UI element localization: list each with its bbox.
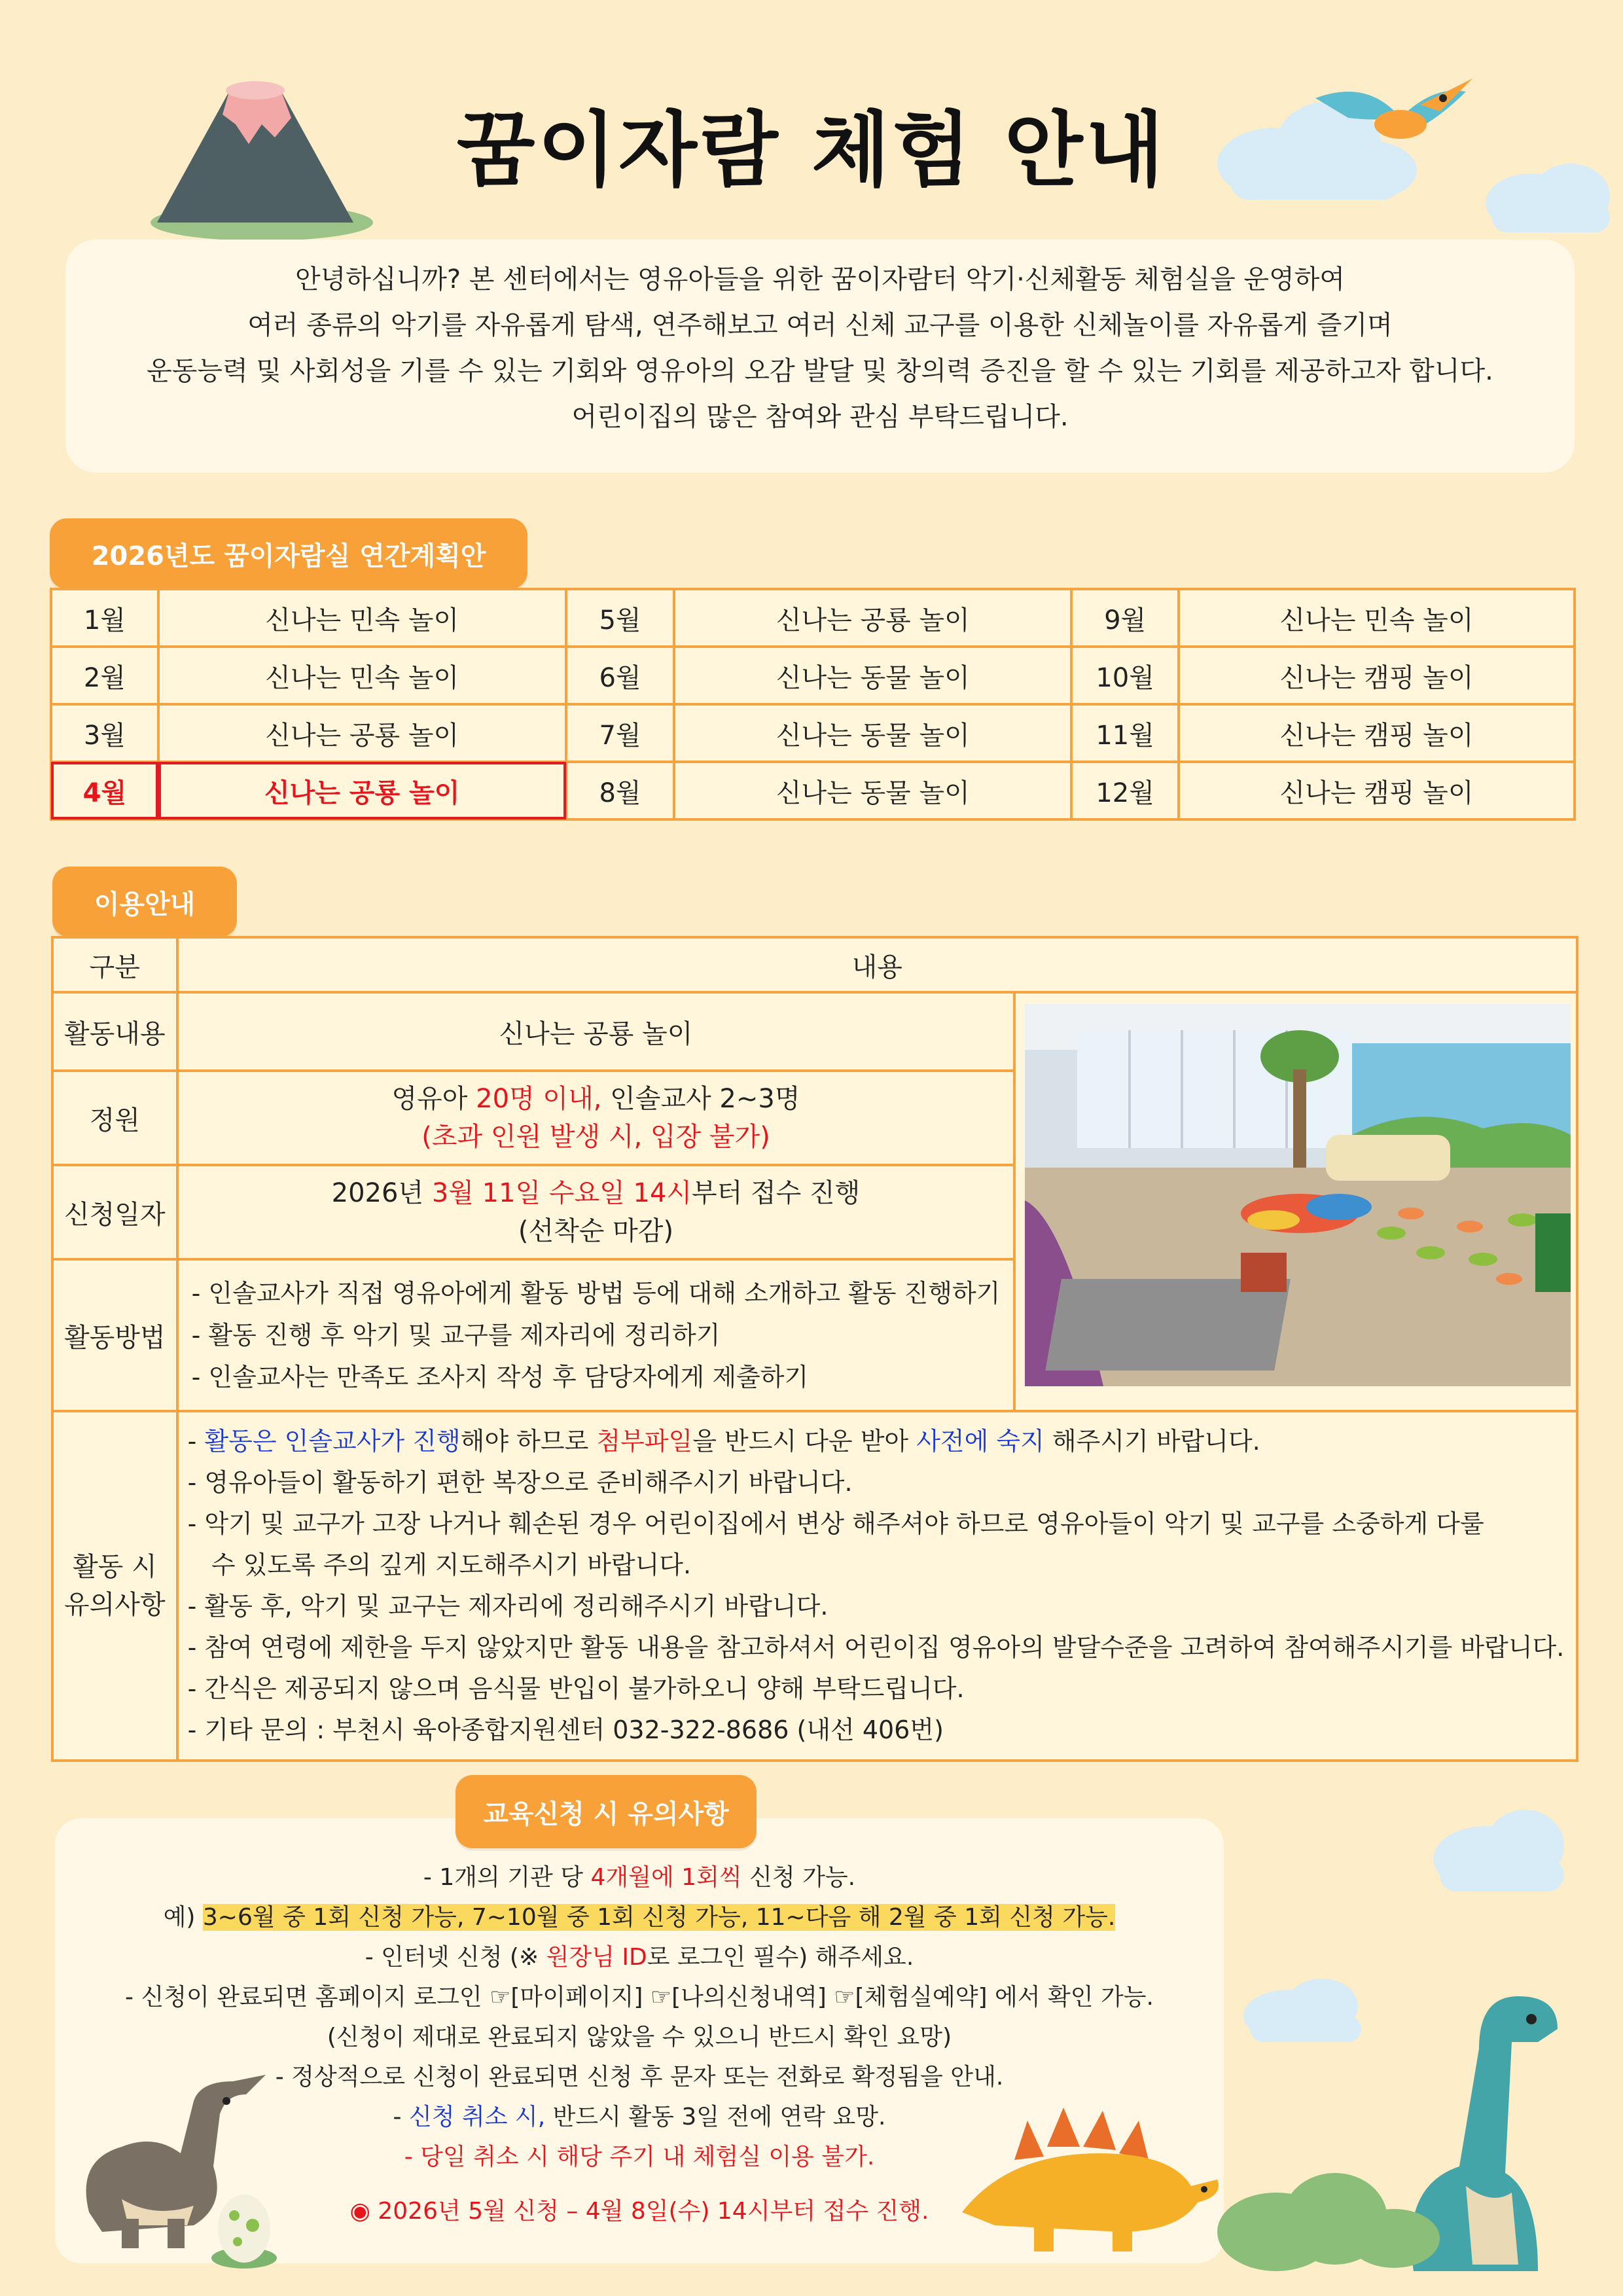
col-content-header: 내용 bbox=[177, 937, 1577, 992]
plan-month: 2월 bbox=[51, 647, 158, 704]
plan-activity: 신나는 민속 놀이 bbox=[158, 647, 566, 704]
activity-label: 활동내용 bbox=[52, 992, 177, 1071]
table-row bbox=[51, 647, 1575, 704]
table-row bbox=[52, 1411, 1577, 1761]
table-row bbox=[51, 762, 1575, 819]
plan-activity: 신나는 동물 놀이 bbox=[674, 704, 1071, 762]
plan-heading: 2026년도 꿈이자람실 연간계획안 bbox=[50, 518, 527, 589]
plan-month: 1월 bbox=[51, 589, 158, 647]
plan-month: 9월 bbox=[1071, 589, 1179, 647]
cloud-icon bbox=[1427, 1806, 1571, 1898]
plan-month: 11월 bbox=[1071, 704, 1179, 762]
notes-label: 활동 시 유의사항 bbox=[52, 1411, 177, 1761]
activity-value: 신나는 공룡 놀이 bbox=[177, 992, 1015, 1071]
classroom-photo bbox=[1025, 1004, 1571, 1386]
apply-date-label: 신청일자 bbox=[52, 1165, 177, 1259]
capacity-value: 영유아 20명 이내, 인솔교사 2~3명 (초과 인원 발생 시, 입장 불가) bbox=[177, 1071, 1015, 1165]
plan-month: 7월 bbox=[566, 704, 675, 762]
table-row bbox=[51, 704, 1575, 762]
plan-table bbox=[50, 588, 1576, 821]
method-label: 활동방법 bbox=[52, 1259, 177, 1411]
dino-egg-icon bbox=[208, 2186, 280, 2271]
apply-notes-heading: 교육신청 시 유의사항 bbox=[455, 1775, 757, 1848]
plan-activity-current: 신나는 공룡 놀이 bbox=[158, 762, 566, 819]
intro-line: 운동능력 및 사회성을 기를 수 있는 기회와 영유아의 오감 발달 및 창의력 증진을 할 수 있는 기회를 제공하고자 합니다. bbox=[147, 356, 1493, 386]
plan-month: 12월 bbox=[1071, 762, 1179, 819]
plan-activity: 신나는 공룡 놀이 bbox=[674, 589, 1071, 647]
cloud-icon bbox=[1237, 1977, 1368, 2049]
method-value: - 인솔교사가 직접 영유아에게 활동 방법 등에 대해 소개하고 활동 진행하기 - 활동 진행 후 악기 및 교구를 제자리에 정리하기 - 인솔교사는 만족도 조사지 작성 후 담당자에게 제출하기 bbox=[177, 1259, 1015, 1411]
apply-notes-text: - 1개의 기관 당 4개월에 1회씩 신청 가능. 예) 3~6월 중 1회 신청 가능, 7~10월 중 1회 신청 가능, 11~다음 해 2월 중 1회 신청 가능. - 인터넷 신청 (※ 원장님 ID로 로그인 필수) 해주세요. - 신청이 완료되면 홈페이지 로그인 ☞[마이페이지] ☞[나의신청내역] ☞[체험실예약] 에서 확인 가능. (신청이 제대로 완료되지 않았을 수 있으니 반드시 확인 요망) - 정상적으로 신청이 완료되면 신청 후 문자 또는 전화로 확정됨을 안내. - 신청 취소 시, 반드시 활동 3일 전에 연락 요망. - 당일 취소 시 해당 주기 내 체험실 이용 불가. ◉ 2026년 5월 신청 – 4월 8일(수) 14시부터 접수 진행. bbox=[125, 1864, 1154, 2225]
notes-value: - 활동은 인솔교사가 진행해야 하므로 첨부파일을 반드시 다운 받아 사전에 숙지 해주시기 바랍니다. - 영유아들이 활동하기 편한 복장으로 준비해주시기 바랍니다. - 악기 및 교구가 고장 나거나 훼손된 경우 어린이집에서 변상 해주셔야 하므로 영유아들이 악기 및 교구를 소중하게 다룰 수 있도록 주의 깊게 지도해주시기 바랍니다. - 활동 후, 악기 및 교구는 제자리에 정리해주시기 바랍니다. - 참여 연령에 제한을 두지 않았지만 활동 내용을 참고하셔서 어린이집 영유아의 발달수준을 고려하여 참여해주시기를 바랍니다. - 간식은 제공되지 않으며 음식물 반입이 불가하오니 양해 부탁드립니다. - 기타 문의 : 부천시 육아종합지원센터 032-322-8686 (내선 406번) bbox=[177, 1411, 1577, 1761]
bush-icon bbox=[1211, 2166, 1446, 2271]
plan-month: 3월 bbox=[51, 704, 158, 762]
plan-activity: 신나는 민속 놀이 bbox=[1179, 589, 1575, 647]
intro-line: 어린이집의 많은 참여와 관심 부탁드립니다. bbox=[571, 402, 1069, 432]
table-row bbox=[52, 937, 1577, 992]
intro-box bbox=[65, 240, 1575, 473]
plan-month: 10월 bbox=[1071, 647, 1179, 704]
capacity-label: 정원 bbox=[52, 1071, 177, 1165]
plan-activity: 신나는 동물 놀이 bbox=[674, 647, 1071, 704]
stegosaurus-icon bbox=[955, 2081, 1230, 2258]
plan-month-current: 4월 bbox=[51, 762, 158, 819]
table-row bbox=[51, 589, 1575, 647]
plan-month: 8월 bbox=[566, 762, 675, 819]
plan-activity: 신나는 민속 놀이 bbox=[158, 589, 566, 647]
plan-activity: 신나는 캠핑 놀이 bbox=[1179, 704, 1575, 762]
plan-activity: 신나는 캠핑 놀이 bbox=[1179, 762, 1575, 819]
usage-heading: 이용안내 bbox=[52, 867, 237, 937]
intro-line: 안녕하십니까? 본 센터에서는 영유아들을 위한 꿈이자람터 악기·신체활동 체험실을 운영하여 bbox=[295, 264, 1345, 295]
intro-line: 여러 종류의 악기를 자유롭게 탐색, 연주해보고 여러 신체 교구를 이용한 신체놀이를 자유롭게 즐기며 bbox=[247, 310, 1393, 340]
plan-activity: 신나는 동물 놀이 bbox=[674, 762, 1071, 819]
col-label-header: 구분 bbox=[52, 937, 177, 992]
apply-date-value: 2026년 3월 11일 수요일 14시부터 접수 진행 (선착순 마감) bbox=[177, 1165, 1015, 1259]
plan-month: 6월 bbox=[566, 647, 675, 704]
plan-month: 5월 bbox=[566, 589, 675, 647]
plan-activity: 신나는 캠핑 놀이 bbox=[1179, 647, 1575, 704]
page-title: 꿈이자람 체험 안내 bbox=[456, 103, 1167, 198]
plan-activity: 신나는 공룡 놀이 bbox=[158, 704, 566, 762]
